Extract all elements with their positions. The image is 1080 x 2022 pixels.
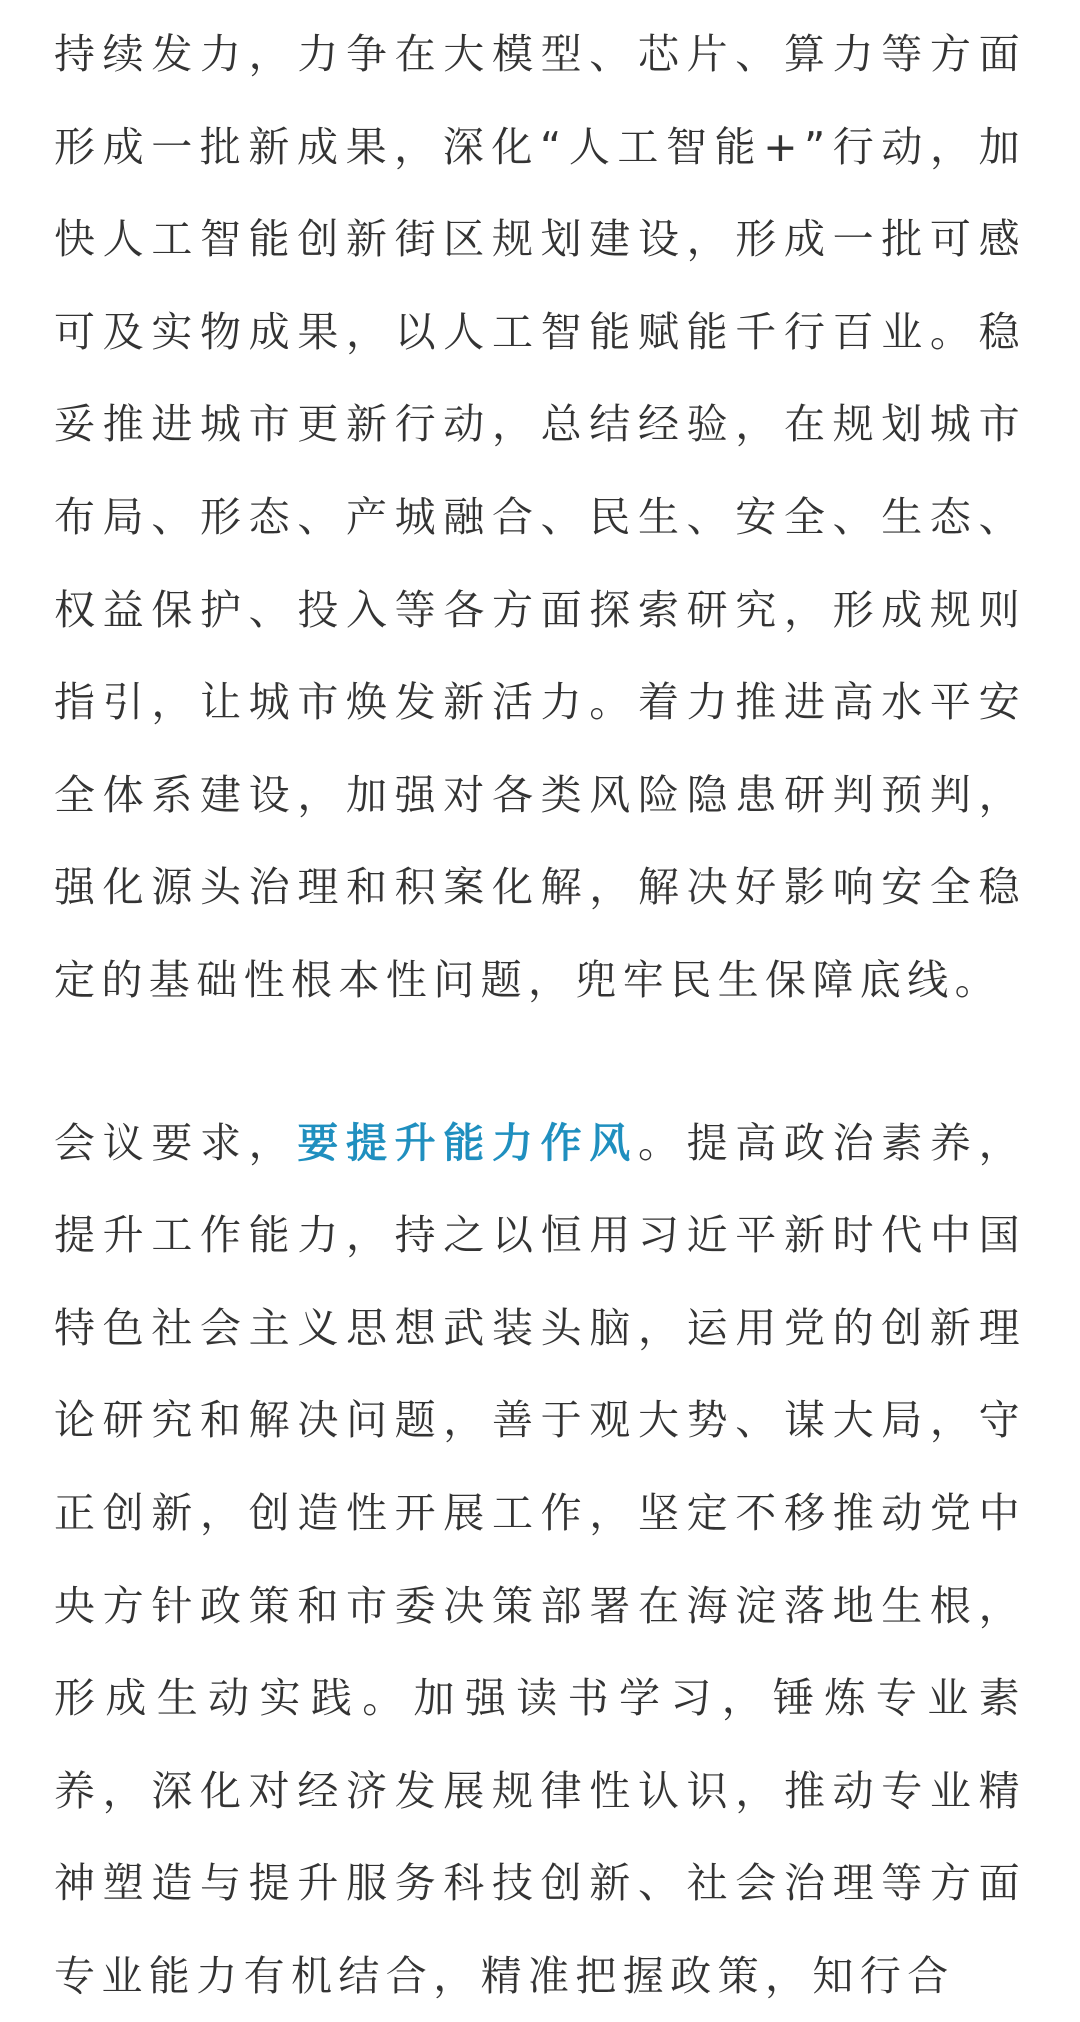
paragraph-2-body: 。提高政治素养，提升工作能力，持之以恒用习近平新时代中国特色社会主义思想武装头脑，运用党的创新理论研究和解决问题，善于观大势、谋大局，守正创新，创造性开展工作，坚定不移推动党中央方针政策和市委决策部署在海淀落地生根，形成生动实践。加强读书学习，锤炼专业素养，深化对经济发展规律性认识，推动专业精神塑造与提升服务科技创新、社会治理等方面专业能力有机结合，精准把握政策，知行合: [54, 1118, 1026, 2000]
highlighted-heading: 要提升能力作风: [297, 1118, 638, 1167]
paragraph-1: 持续发力，力争在大模型、芯片、算力等方面形成一批新成果，深化“人工智能+”行动，加快人工智能创新街区规划建设，形成一批可感可及实物成果，以人工智能赋能千行百业。稳妥推进城市更新行动，总结经验，在规划城市布局、形态、产城融合、民生、安全、生态、权益保护、投入等各方面探索研究，形成规则指引，让城市焕发新活力。着力推进高水平安全体系建设，加强对各类风险隐患研判预判，强化源头治理和积案化解，解决好影响安全稳定的基础性根本性问题，兜牢民生保障底线。: [54, 30, 1026, 1004]
paragraph-2: [54, 1097, 1026, 2022]
paragraph-spacer: [54, 1027, 1026, 1097]
paragraph-2-lead: 会议要求，: [54, 1118, 298, 1167]
